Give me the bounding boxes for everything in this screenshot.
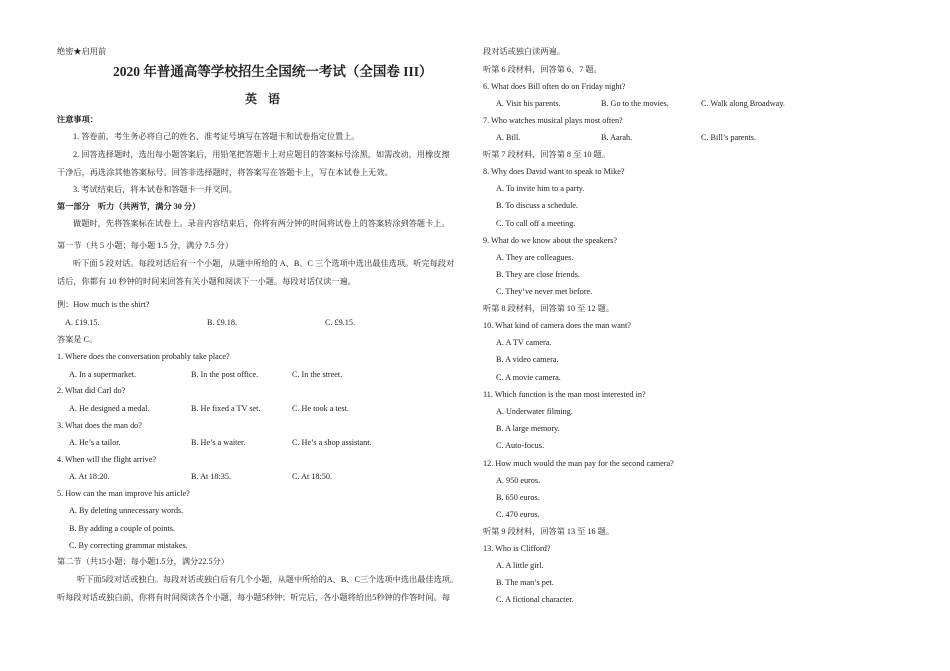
material-heading: 听第 6 段材料，回答第 6、7 题。	[483, 65, 602, 74]
option-c: C. He took a test.	[292, 404, 349, 413]
example-question: 例：How much is the shirt?	[57, 300, 150, 309]
option-c: C. 470 euros.	[496, 510, 540, 519]
section2-intro: 听每段对话或独白前，你将有时间阅读各个小题，每小题5秒钟；听完后，各小题将给出5秒钟的作答时间。每	[57, 593, 451, 602]
option-b: B. At 18:35.	[191, 472, 232, 481]
option-b: B. 650 euros.	[496, 493, 540, 502]
option-c: C. A fictional character.	[496, 595, 574, 604]
part1-intro: 做题时，先将答案标在试卷上。录音内容结束后，你将有两分钟的时间将试卷上的答案转涂到答题卡上。	[73, 219, 450, 228]
option-a: A. Visit his parents.	[496, 99, 561, 108]
option-b: B. By adding a couple of points.	[69, 524, 175, 533]
option-a: A. They are colleagues.	[496, 253, 574, 262]
option-a: A. Bill.	[496, 133, 521, 142]
option-c: C. A movie camera.	[496, 373, 561, 382]
question: 3. What does the man do?	[57, 421, 142, 430]
question: 2. What did Carl do?	[57, 386, 126, 395]
option-a: A. Underwater filming.	[496, 407, 573, 416]
section2-intro: 听下面5段对话或独白。每段对话或独白后有几个小题，从题中所给的A、B、C三个选项中选出最佳选项。	[77, 575, 459, 584]
option-a: A. He designed a medal.	[69, 404, 150, 413]
section2-intro: 段对话或独白读两遍。	[483, 47, 565, 56]
question: 8. Why does David want to speak to Mike?	[483, 167, 625, 176]
option-b: B. A video camera.	[496, 355, 559, 364]
option-b: B. He’s a waiter.	[191, 438, 246, 447]
option-b: B. A large memory.	[496, 424, 560, 433]
option-c: C. At 18:50.	[292, 472, 333, 481]
question: 13. Who is Clifford?	[483, 544, 551, 553]
exam-title: 2020 年普通高等学校招生全国统一考试（全国卷 III）	[113, 64, 433, 79]
option-c: C. He’s a shop assistant.	[292, 438, 372, 447]
question: 4. When will the flight arrive?	[57, 455, 156, 464]
note-item: 2. 回答选择题时，选出每小题答案后，用铅笔把答题卡上对应题目的答案标号涂黑，如需改动，用橡皮擦	[73, 150, 450, 159]
note-item: 3. 考试结束后，将本试卷和答题卡一并交回。	[73, 185, 237, 194]
question: 7. Who watches musical plays most often?	[483, 116, 623, 125]
example-option-a: A. £19.15.	[65, 318, 100, 327]
question: 9. What do we know about the speakers?	[483, 236, 617, 245]
option-b: B. To discuss a schedule.	[496, 201, 579, 210]
section1-heading: 第一节（共 5 小题；每小题 1.5 分，满分 7.5 分）	[57, 241, 234, 250]
question: 10. What kind of camera does the man want?	[483, 321, 631, 330]
option-a: A. To invite him to a party.	[496, 184, 585, 193]
option-a: A. At 18:20.	[69, 472, 110, 481]
material-heading: 听第 8 段材料，回答第 10 至 12 题。	[483, 304, 615, 313]
section2-heading: 第二节（共15小题；每小题1.5分，满分22.5分）	[57, 557, 229, 566]
option-c: C. Walk along Broadway.	[701, 99, 785, 108]
note-item: 干净后，再选涂其他答案标号。回答非选择题时，将答案写在答题卡上，写在本试卷上无效。	[57, 168, 393, 177]
question: 1. Where does the conversation probably take place?	[57, 352, 230, 361]
option-b: B. He fixed a TV set.	[191, 404, 261, 413]
option-c: C. By correcting grammar mistakes.	[69, 541, 188, 550]
option-b: B. Aarah.	[601, 133, 633, 142]
option-a: A. By deleting unnecessary words.	[69, 506, 184, 515]
question: 6. What does Bill often do on Friday night?	[483, 82, 626, 91]
secret-label: 绝密★启用前	[57, 47, 107, 56]
example-option-b: B. £9.18.	[207, 318, 238, 327]
option-a: A. In a supermarket.	[69, 370, 137, 379]
question: 12. How much would the man pay for the second camera?	[483, 459, 674, 468]
material-heading: 听第 9 段材料，回答第 13 至 16 题。	[483, 527, 615, 536]
question: 11. Which function is the man most interested in?	[483, 390, 646, 399]
option-b: B. The man’s pet.	[496, 578, 554, 587]
option-c: C. Auto-focus.	[496, 441, 544, 450]
option-c: C. To call off a meeting.	[496, 219, 576, 228]
example-answer: 答案是 C。	[57, 335, 98, 344]
question: 5. How can the man improve his article?	[57, 489, 190, 498]
section1-intro: 话后，你都有 10 秒钟的时间来回答有关小题和阅读下一小题。每段对话仅读一遍。	[57, 277, 356, 286]
option-b: B. Go to the movies.	[601, 99, 669, 108]
example-option-c: C. £9.15.	[325, 318, 356, 327]
option-a: A. 950 euros.	[496, 476, 541, 485]
option-b: B. In the post office.	[191, 370, 259, 379]
notes-heading: 注意事项：	[57, 115, 98, 124]
option-c: C. In the street.	[292, 370, 343, 379]
material-heading: 听第 7 段材料，回答第 8 至 10 题。	[483, 150, 610, 159]
option-c: C. They’ve never met before.	[496, 287, 593, 296]
section1-intro: 听下面 5 段对话。每段对话后有一个小题，从题中所给的 A、B、C 三个选项中选出最佳选项。听完每段对	[73, 259, 455, 268]
option-a: A. He’s a tailor.	[69, 438, 121, 447]
option-a: A. A little girl.	[496, 561, 544, 570]
subject-title: 英 语	[245, 92, 285, 106]
note-item: 1. 答卷前，考生务必将自己的姓名、准考证号填写在答题卡和试卷指定位置上。	[73, 132, 360, 141]
option-b: B. They are close friends.	[496, 270, 580, 279]
option-a: A. A TV camera.	[496, 338, 552, 347]
option-c: C. Bill’s parents.	[701, 133, 757, 142]
part1-heading: 第一部分 听力（共两节，满分 30 分）	[57, 202, 201, 211]
